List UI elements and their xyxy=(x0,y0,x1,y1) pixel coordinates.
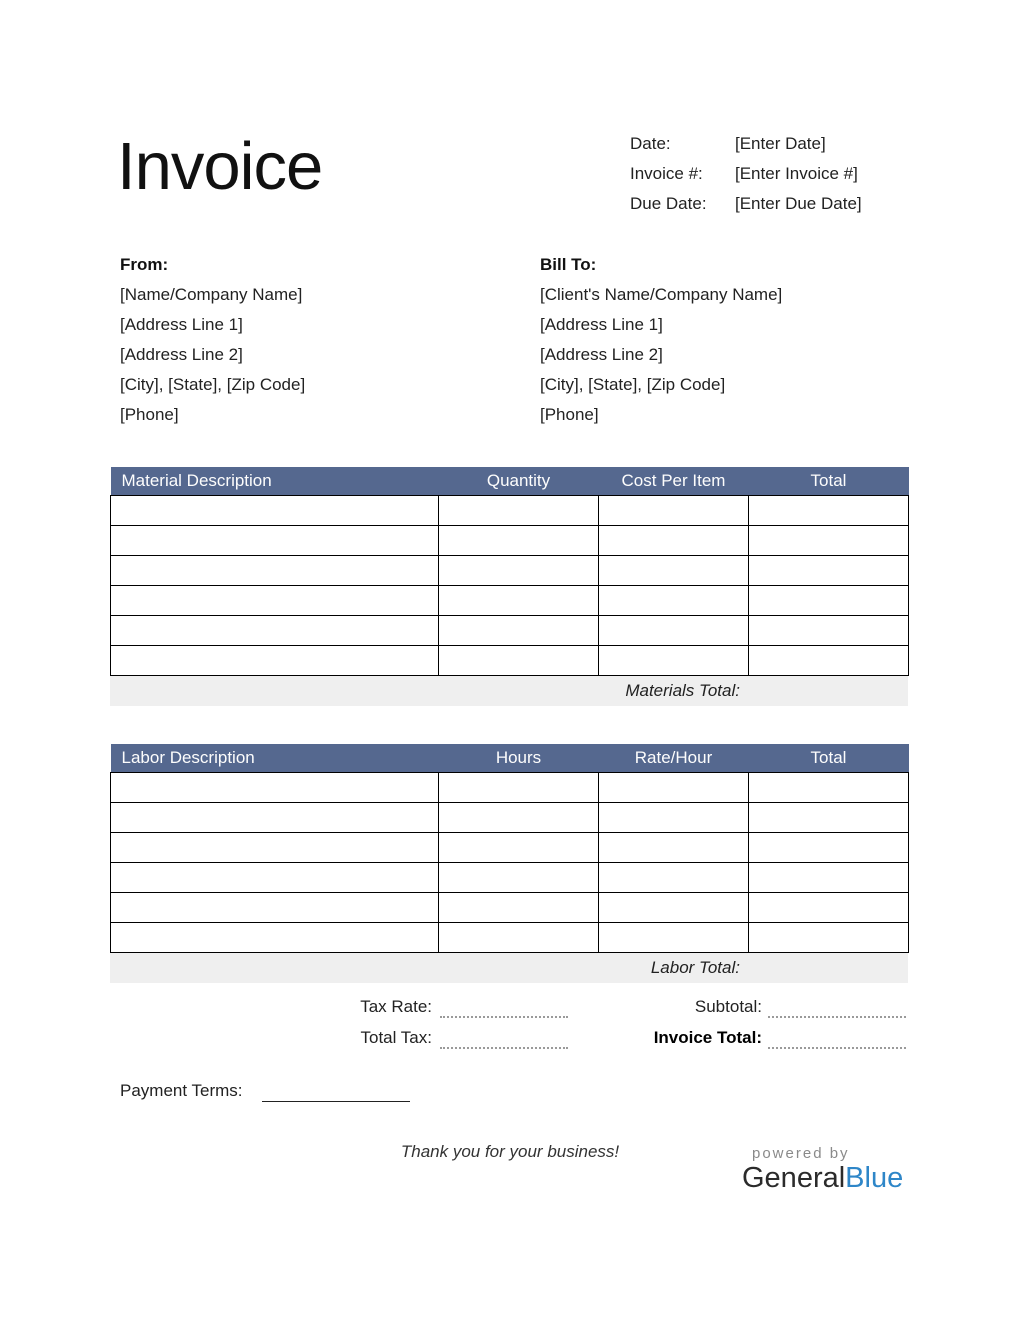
labor-row-empty-cell[interactable] xyxy=(111,802,439,832)
materials-row-empty-cell[interactable] xyxy=(111,525,439,555)
labor-row-empty-cell[interactable] xyxy=(439,772,599,802)
labor-row-empty-cell[interactable] xyxy=(599,922,749,952)
materials-row-empty-cell[interactable] xyxy=(749,555,909,585)
materials-row xyxy=(111,555,909,585)
materials-row-empty-cell[interactable] xyxy=(749,525,909,555)
labor-row-empty-cell[interactable] xyxy=(439,892,599,922)
materials-header-row xyxy=(111,467,909,495)
materials-row-empty-cell[interactable] xyxy=(749,495,909,525)
invoice-total-label: Invoice Total: xyxy=(653,1028,762,1047)
due-date-value[interactable]: [Enter Due Date] xyxy=(735,194,862,213)
brand-blue-text: Blue xyxy=(845,1161,904,1194)
materials-row-empty-cell[interactable] xyxy=(439,555,599,585)
materials-row-empty-cell[interactable] xyxy=(439,525,599,555)
labor-header-row xyxy=(111,744,909,772)
materials-row-empty-cell[interactable] xyxy=(749,615,909,645)
labor-row-empty-cell[interactable] xyxy=(749,772,909,802)
payment-terms-label: Payment Terms: xyxy=(120,1081,243,1100)
materials-row-empty-cell[interactable] xyxy=(599,525,749,555)
materials-row-empty-cell[interactable] xyxy=(111,585,439,615)
bill-to-city-state-zip[interactable]: [City], [State], [Zip Code] xyxy=(540,375,726,394)
labor-header-description: Labor Description xyxy=(111,744,439,772)
materials-row-empty-cell[interactable] xyxy=(599,585,749,615)
meta-row-due-date xyxy=(630,189,930,219)
labor-row xyxy=(111,922,909,952)
materials-row xyxy=(111,495,909,525)
subtotal-field[interactable] xyxy=(768,996,906,1018)
materials-total-row xyxy=(110,676,908,706)
materials-row xyxy=(111,615,909,645)
materials-header-quantity: Quantity xyxy=(439,467,599,495)
bill-to-heading: Bill To: xyxy=(540,255,597,274)
materials-row-empty-cell[interactable] xyxy=(439,495,599,525)
invoice-total-field[interactable] xyxy=(768,1027,906,1049)
materials-row xyxy=(111,525,909,555)
labor-total-row xyxy=(110,953,908,983)
labor-row-empty-cell[interactable] xyxy=(439,832,599,862)
tax-rate-label: Tax Rate: xyxy=(360,997,432,1016)
labor-header-total: Total xyxy=(749,744,909,772)
labor-row-empty-cell[interactable] xyxy=(111,772,439,802)
brand-general-text: General xyxy=(742,1161,846,1194)
labor-row-empty-cell[interactable] xyxy=(599,802,749,832)
from-address-line-2[interactable]: [Address Line 2] xyxy=(120,345,243,364)
labor-row-empty-cell[interactable] xyxy=(111,892,439,922)
materials-table xyxy=(110,467,909,676)
bill-to-name-line[interactable]: [Client's Name/Company Name] xyxy=(540,285,783,304)
labor-row-empty-cell[interactable] xyxy=(599,772,749,802)
materials-row-empty-cell[interactable] xyxy=(599,555,749,585)
materials-row-empty-cell[interactable] xyxy=(599,645,749,675)
materials-row-empty-cell[interactable] xyxy=(111,555,439,585)
from-heading: From: xyxy=(120,255,169,274)
bill-to-address-line-1[interactable]: [Address Line 1] xyxy=(540,315,663,334)
labor-row-empty-cell[interactable] xyxy=(599,832,749,862)
labor-row xyxy=(111,862,909,892)
materials-row-empty-cell[interactable] xyxy=(439,615,599,645)
labor-row-empty-cell[interactable] xyxy=(599,892,749,922)
total-tax-label: Total Tax: xyxy=(360,1028,432,1047)
labor-row xyxy=(111,802,909,832)
powered-by-text: powered by xyxy=(752,1145,850,1162)
materials-section xyxy=(110,467,908,706)
materials-header-total: Total xyxy=(749,467,909,495)
from-section xyxy=(120,250,500,430)
invoice-number-value[interactable]: [Enter Invoice #] xyxy=(735,164,858,183)
labor-header-rate-per-hour: Rate/Hour xyxy=(599,744,749,772)
meta-row-invoice-number xyxy=(630,159,930,189)
materials-header-description: Material Description xyxy=(111,467,439,495)
materials-row-empty-cell[interactable] xyxy=(439,585,599,615)
labor-header-hours: Hours xyxy=(439,744,599,772)
bill-to-phone[interactable]: [Phone] xyxy=(540,405,599,424)
labor-row xyxy=(111,772,909,802)
labor-row-empty-cell[interactable] xyxy=(439,802,599,832)
invoice-number-label: Invoice #: xyxy=(630,164,703,183)
labor-row-empty-cell[interactable] xyxy=(111,862,439,892)
date-value[interactable]: [Enter Date] xyxy=(735,134,826,153)
labor-row xyxy=(111,832,909,862)
materials-row-empty-cell[interactable] xyxy=(599,615,749,645)
from-city-state-zip[interactable]: [City], [State], [Zip Code] xyxy=(120,375,306,394)
materials-row xyxy=(111,585,909,615)
page-title: Invoice xyxy=(117,129,323,204)
labor-row-empty-cell[interactable] xyxy=(439,862,599,892)
labor-row-empty-cell[interactable] xyxy=(749,922,909,952)
materials-row-empty-cell[interactable] xyxy=(111,645,439,675)
labor-row-empty-cell[interactable] xyxy=(111,922,439,952)
brand-wordmark xyxy=(742,1163,903,1195)
subtotal-label: Subtotal: xyxy=(694,997,762,1016)
bill-to-section xyxy=(540,250,920,430)
materials-row-empty-cell[interactable] xyxy=(111,615,439,645)
meta-row-date xyxy=(630,129,930,159)
from-name-line[interactable]: [Name/Company Name] xyxy=(120,285,303,304)
materials-row-empty-cell[interactable] xyxy=(111,495,439,525)
labor-row-empty-cell[interactable] xyxy=(111,832,439,862)
materials-row-empty-cell[interactable] xyxy=(439,645,599,675)
due-date-label: Due Date: xyxy=(630,194,707,213)
materials-total-label: Materials Total: xyxy=(625,680,740,700)
general-blue-logo xyxy=(742,1146,903,1194)
materials-row-empty-cell[interactable] xyxy=(599,495,749,525)
labor-row-empty-cell[interactable] xyxy=(439,922,599,952)
total-tax-field[interactable] xyxy=(440,1027,568,1049)
tax-rate-field[interactable] xyxy=(440,996,568,1018)
invoice-meta xyxy=(630,129,930,219)
labor-row-empty-cell[interactable] xyxy=(599,862,749,892)
payment-terms-field[interactable] xyxy=(262,1080,410,1102)
from-phone[interactable]: [Phone] xyxy=(120,405,179,424)
labor-row xyxy=(111,892,909,922)
labor-total-label: Labor Total: xyxy=(650,957,740,977)
labor-row-empty-cell[interactable] xyxy=(749,802,909,832)
labor-table xyxy=(110,744,909,953)
materials-row-empty-cell[interactable] xyxy=(749,585,909,615)
labor-section xyxy=(110,744,908,983)
from-address-line-1[interactable]: [Address Line 1] xyxy=(120,315,243,334)
thank-you-message: Thank you for your business! xyxy=(400,1142,620,1161)
labor-row-empty-cell[interactable] xyxy=(749,832,909,862)
labor-row-empty-cell[interactable] xyxy=(749,862,909,892)
date-label: Date: xyxy=(630,134,671,153)
bill-to-address-line-2[interactable]: [Address Line 2] xyxy=(540,345,663,364)
materials-row-empty-cell[interactable] xyxy=(749,645,909,675)
materials-row xyxy=(111,645,909,675)
labor-row-empty-cell[interactable] xyxy=(749,892,909,922)
materials-header-cost-per-item: Cost Per Item xyxy=(599,467,749,495)
